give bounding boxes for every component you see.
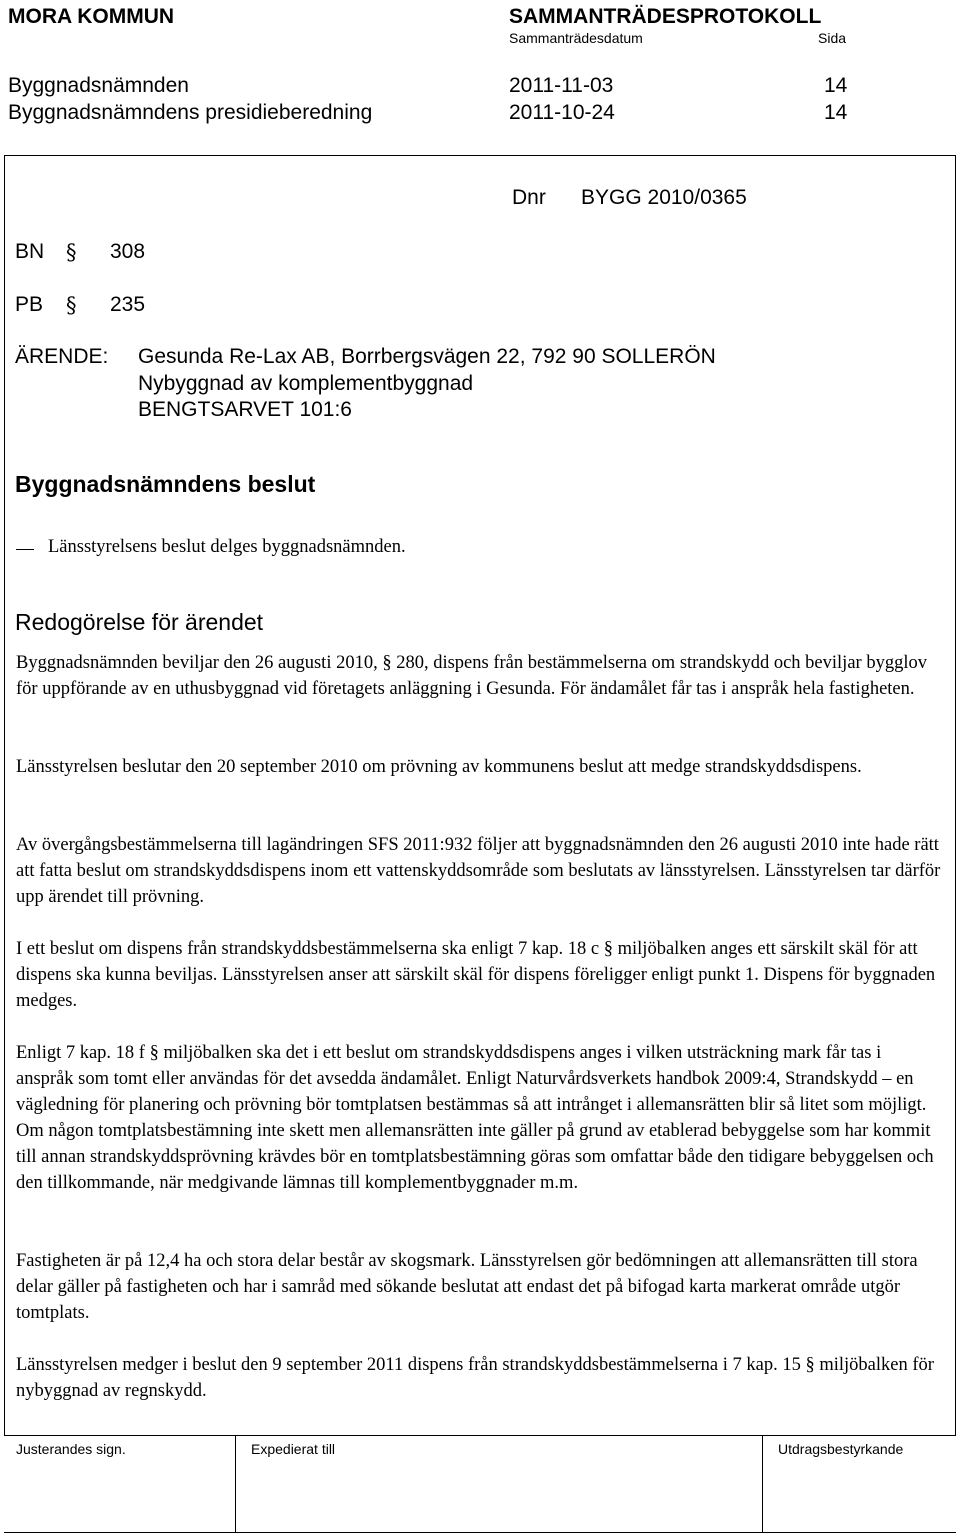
frame-right-rule bbox=[955, 155, 956, 1435]
section-symbol: § bbox=[66, 293, 77, 317]
list-dash bbox=[16, 549, 34, 550]
pb-label: PB bbox=[15, 293, 44, 316]
footer-bottom-rule bbox=[4, 1532, 956, 1533]
pb-number: 235 bbox=[110, 293, 146, 316]
report-paragraph-7: Länsstyrelsen medger i beslut den 9 september 2011 dispens från strandskyddsbestämmelserna i 7 kap. 15 § miljöbalken för nybyggnad av regnskydd. bbox=[16, 1355, 934, 1401]
decision-heading: Byggnadsnämndens beslut bbox=[15, 471, 316, 497]
page-number-1: 14 bbox=[824, 74, 848, 97]
meeting-date-label: Sammanträdesdatum bbox=[509, 30, 643, 46]
report-paragraph-6: Fastigheten är på 12,4 ha och stora delar består av skogsmark. Länsstyrelsen gör bedömningen att allemansrätten till stora delar gäller på fastigheten och har i samråd med sökande beslutat att endast det på bifogad karta markerat område utgör tomtplats. bbox=[16, 1251, 918, 1323]
decision-item: Länsstyrelsens beslut delges byggnadsnämnden. bbox=[48, 537, 406, 557]
meeting-date-1: 2011-11-03 bbox=[509, 74, 614, 97]
section-symbol: § bbox=[66, 240, 77, 264]
page-label: Sida bbox=[818, 30, 847, 46]
body-name-2: Byggnadsnämndens presidieberedning bbox=[8, 101, 373, 124]
signature-label: Justerandes sign. bbox=[16, 1441, 126, 1457]
document-title: SAMMANTRÄDESPROTOKOLL bbox=[509, 5, 822, 28]
dnr-label: Dnr bbox=[512, 186, 546, 209]
sent-to-label: Expedierat till bbox=[251, 1441, 336, 1457]
report-paragraph-4: I ett beslut om dispens från strandskyddsbestämmelserna ska enligt 7 kap. 18 c § miljöbalken anges ett särskilt skäl för att dispens ska kunna beviljas. Länsstyrelsen anser att särskilt skäl för dispens föreligger enligt punkt 1. Dispens för byggnaden medges. bbox=[16, 939, 936, 1011]
report-paragraph-1: Byggnadsnämnden beviljar den 26 augusti 2010, § 280, dispens från bestämmelserna om strandskydd och beviljar bygglov för uppförande av en uthusbyggnad vid företagets anläggning i Gesunda. För ändamålet får tas i anspråk hela fastigheten. bbox=[16, 653, 927, 699]
footer-divider bbox=[762, 1435, 763, 1532]
report-paragraph-2: Länsstyrelsen beslutar den 20 september 2010 om prövning av kommunens beslut att medge strandskyddsdispens. bbox=[16, 757, 862, 777]
footer-divider bbox=[235, 1435, 236, 1532]
arende-line-3: BENGTSARVET 101:6 bbox=[138, 398, 352, 421]
meeting-date-2: 2011-10-24 bbox=[509, 101, 615, 124]
report-paragraph-3: Av övergångsbestämmelserna till lagändringen SFS 2011:932 följer att byggnadsnämnden den 26 augusti 2010 inte hade rätt att fatta beslut om strandskyddsdispens inom ett vattenskyddsområde som beslutats av länsstyrelsen. Länsstyrelsen tar därför upp ärendet till prövning. bbox=[16, 835, 941, 907]
page-number-2: 14 bbox=[824, 101, 848, 124]
arende-line-2: Nybyggnad av komplementbyggnad bbox=[138, 372, 474, 395]
arende-label: ÄRENDE: bbox=[15, 345, 109, 368]
frame-top-rule bbox=[4, 155, 956, 156]
frame-left-rule bbox=[4, 155, 5, 1435]
dnr-value: BYGG 2010/0365 bbox=[581, 186, 747, 209]
arende-line-1: Gesunda Re-Lax AB, Borrbergsvägen 22, 792 90 SOLLERÖN bbox=[138, 345, 716, 368]
body-name-1: Byggnadsnämnden bbox=[8, 74, 189, 97]
extract-certification-label: Utdragsbestyrkande bbox=[778, 1441, 904, 1457]
bn-label: BN bbox=[15, 240, 45, 263]
footer-top-rule bbox=[4, 1435, 956, 1436]
bn-number: 308 bbox=[110, 240, 146, 263]
report-paragraph-5: Enligt 7 kap. 18 f § miljöbalken ska det i ett beslut om strandskyddsdispens anges i vilken utsträckning mark får tas i anspråk som tomt eller användas för det avsedda ändamålet. Enligt Naturvårdsverkets handbok 2009:4, Strandskydd – en vägledning för planering och prövning bör tomtplatsen bestämmas så att intrånget i allemansrätten blir så litet som möjligt. Om någon tomtplatsbestämning inte skett men allemansrätten inte gäller på grund av etablerad bebyggelse som har kommit till annan strandskyddsprövning krävdes bör en tomtplatsbestämning göras som omfattar både den tidigare bebyggelsen och den tillkommande, när medgivande lämnas till komplementbyggnader m.m. bbox=[16, 1043, 934, 1193]
report-heading: Redogörelse för ärendet bbox=[15, 609, 264, 635]
org-name: MORA KOMMUN bbox=[8, 5, 175, 28]
